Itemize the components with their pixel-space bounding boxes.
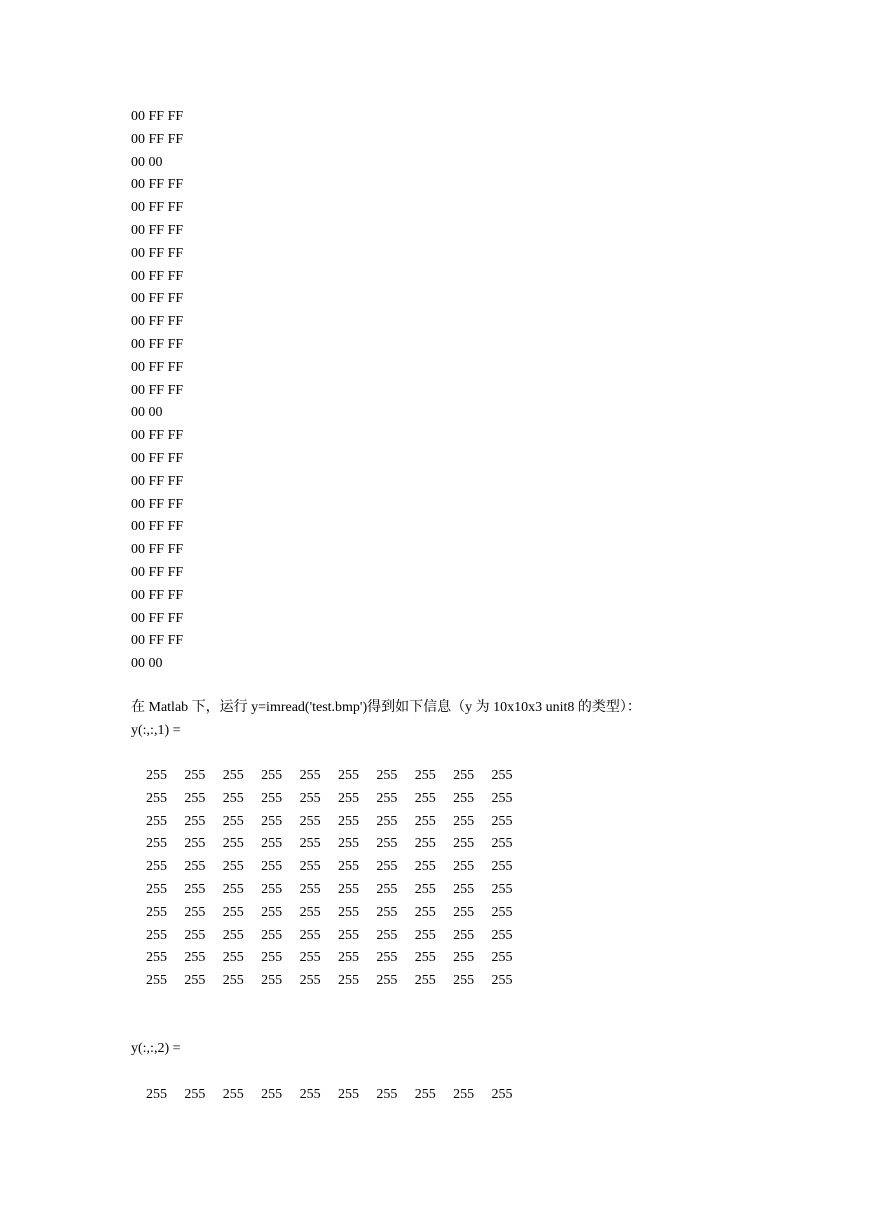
matrix-cell: 255 [491,973,513,989]
matrix-cell: 255 [146,859,167,875]
matrix-cell: 255 [299,836,321,852]
matrix-cell: 255 [337,768,359,783]
matrix-channel-1 [146,765,530,993]
matrix-cell: 255 [376,881,398,897]
matrix-cell: 255 [491,927,513,943]
matrix-cell: 255 [376,859,398,875]
matrix-cell: 255 [299,973,321,989]
matrix-cell: 255 [376,1087,398,1102]
matrix-cell: 255 [261,768,283,783]
matrix-cell: 255 [337,927,359,943]
matrix-row [146,811,530,834]
matrix-cell: 255 [146,813,167,829]
hex-line: 00 FF FF [131,473,184,489]
matrix-cell: 255 [299,1087,321,1102]
matrix-cell: 255 [491,790,513,806]
matlab-description: 在 Matlab 下，运行 y=imread('test.bmp')得到如下信息（y 为 10x10x3 unit8 的类型）： [131,700,641,715]
matrix-cell: 255 [184,813,206,829]
matrix-cell: 255 [299,859,321,875]
matrix-cell: 255 [453,973,475,989]
matrix-cell: 255 [453,836,475,852]
matrix-cell: 255 [414,881,436,897]
matrix-row [146,856,530,879]
matrix-cell: 255 [146,927,167,943]
hex-line: 00 FF FF [131,200,184,216]
matrix-cell: 255 [184,836,206,852]
matrix-cell: 255 [146,973,167,989]
matrix-cell: 255 [146,790,167,806]
matrix-cell: 255 [414,927,436,943]
matrix-cell: 255 [414,813,436,829]
matrix-cell: 255 [453,1087,475,1102]
matrix-cell: 255 [453,859,475,875]
matrix-cell: 255 [222,927,244,943]
matrix-cell: 255 [222,768,244,783]
matrix-cell: 255 [376,973,398,989]
matrix-row [146,765,530,788]
hex-line: 00 FF FF [131,291,184,307]
matrix-cell: 255 [299,790,321,806]
hex-line: 00 FF FF [131,336,184,352]
matrix-cell: 255 [261,1087,283,1102]
matrix-cell: 255 [337,836,359,852]
hex-line: 00 00 [131,405,163,421]
matrix-cell: 255 [453,768,475,783]
matrix-row [146,833,530,856]
hex-line: 00 FF FF [131,222,184,238]
matrix-cell: 255 [453,927,475,943]
matrix-cell: 255 [491,904,513,920]
matrix-cell: 255 [491,768,513,783]
matrix-label-channel-2: y(:,:,2) = [131,1041,181,1056]
matrix-cell: 255 [337,790,359,806]
matrix-cell: 255 [184,927,206,943]
matrix-cell: 255 [376,836,398,852]
hex-line: 00 FF FF [131,564,184,580]
matrix-cell: 255 [376,904,398,920]
matrix-cell: 255 [261,950,283,966]
matrix-cell: 255 [261,790,283,806]
matrix-cell: 255 [222,881,244,897]
matrix-cell: 255 [146,1087,167,1102]
hex-line: 00 FF FF [131,450,184,466]
matrix-cell: 255 [337,973,359,989]
matrix-cell: 255 [222,973,244,989]
matrix-cell: 255 [299,813,321,829]
matrix-cell: 255 [184,859,206,875]
matrix-cell: 255 [146,950,167,966]
hex-line: 00 FF FF [131,314,184,330]
hex-line: 00 FF FF [131,359,184,375]
matrix-cell: 255 [453,881,475,897]
matrix-cell: 255 [376,950,398,966]
matrix-cell: 255 [222,1087,244,1102]
matrix-cell: 255 [414,1087,436,1102]
matrix-cell: 255 [414,950,436,966]
matrix-cell: 255 [337,950,359,966]
matrix-cell: 255 [414,859,436,875]
matrix-cell: 255 [222,859,244,875]
matrix-label-channel-1: y(:,:,1) = [131,723,181,738]
matrix-cell: 255 [491,813,513,829]
matrix-cell: 255 [184,904,206,920]
hex-line: 00 FF FF [131,245,184,261]
hex-line: 00 FF FF [131,633,184,649]
hex-line: 00 FF FF [131,428,184,444]
matrix-cell: 255 [261,813,283,829]
matrix-cell: 255 [491,859,513,875]
matrix-cell: 255 [222,836,244,852]
hex-line: 00 FF FF [131,109,184,124]
hex-line: 00 FF FF [131,496,184,512]
matrix-cell: 255 [453,813,475,829]
matrix-cell: 255 [261,904,283,920]
hex-line: 00 00 [131,656,163,672]
matrix-cell: 255 [299,768,321,783]
hex-dump [131,106,183,676]
matrix-cell: 255 [376,768,398,783]
matrix-cell: 255 [261,881,283,897]
matrix-cell: 255 [222,950,244,966]
matrix-cell: 255 [376,927,398,943]
matrix-cell: 255 [299,950,321,966]
matrix-cell: 255 [414,790,436,806]
matrix-cell: 255 [261,973,283,989]
matrix-cell: 255 [299,881,321,897]
matrix-cell: 255 [453,904,475,920]
matrix-cell: 255 [261,927,283,943]
matrix-cell: 255 [146,836,167,852]
matrix-row [146,1084,530,1107]
matrix-cell: 255 [184,1087,206,1102]
hex-line: 00 FF FF [131,131,184,147]
matrix-cell: 255 [184,881,206,897]
hex-line: 00 FF FF [131,177,184,193]
matrix-row [146,788,530,811]
matrix-cell: 255 [414,836,436,852]
matrix-cell: 255 [491,1087,513,1102]
matrix-cell: 255 [222,904,244,920]
matrix-channel-2 [146,1084,530,1107]
matrix-cell: 255 [337,813,359,829]
hex-line: 00 FF FF [131,382,184,398]
matrix-cell: 255 [299,927,321,943]
matrix-cell: 255 [261,859,283,875]
matrix-cell: 255 [146,904,167,920]
hex-line: 00 00 [131,154,163,170]
matrix-cell: 255 [376,813,398,829]
hex-line: 00 FF FF [131,587,184,603]
matrix-cell: 255 [299,904,321,920]
matrix-cell: 255 [337,904,359,920]
matrix-cell: 255 [414,904,436,920]
matrix-cell: 255 [414,768,436,783]
matrix-cell: 255 [184,790,206,806]
hex-line: 00 FF FF [131,268,184,284]
hex-line: 00 FF FF [131,519,184,535]
matrix-cell: 255 [261,836,283,852]
matrix-cell: 255 [146,881,167,897]
matrix-cell: 255 [222,813,244,829]
matrix-cell: 255 [453,950,475,966]
matrix-cell: 255 [414,973,436,989]
matrix-row [146,970,530,993]
matrix-cell: 255 [184,973,206,989]
matrix-row [146,879,530,902]
matrix-row [146,902,530,925]
matrix-cell: 255 [491,836,513,852]
matrix-cell: 255 [184,768,206,783]
matrix-cell: 255 [491,881,513,897]
matrix-cell: 255 [453,790,475,806]
hex-line: 00 FF FF [131,610,184,626]
matrix-cell: 255 [376,790,398,806]
matrix-cell: 255 [146,768,167,783]
matrix-cell: 255 [222,790,244,806]
matrix-row [146,947,530,970]
matrix-cell: 255 [337,859,359,875]
matrix-cell: 255 [491,950,513,966]
matrix-cell: 255 [337,881,359,897]
matrix-cell: 255 [184,950,206,966]
hex-line: 00 FF FF [131,542,184,558]
matrix-cell: 255 [337,1087,359,1102]
matrix-row [146,925,530,948]
